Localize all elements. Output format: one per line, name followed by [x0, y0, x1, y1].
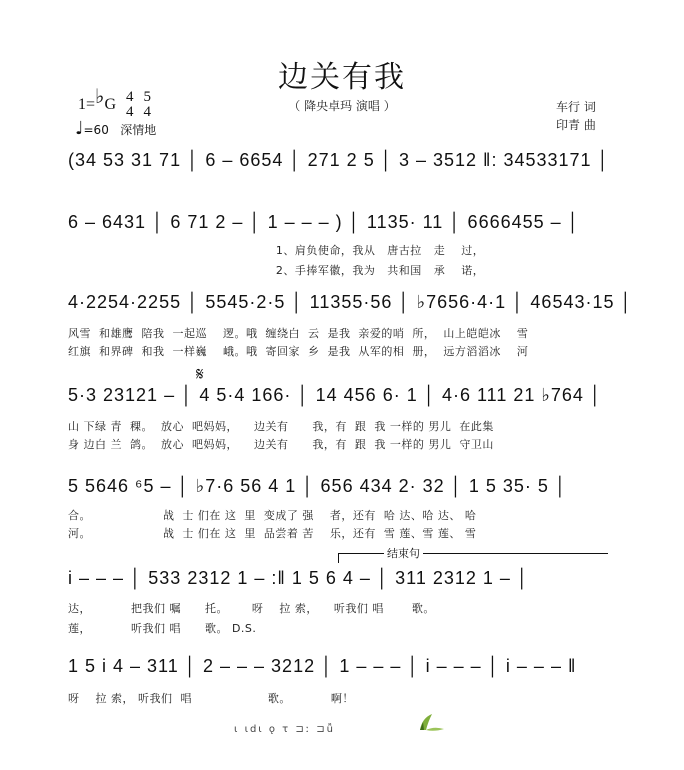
ending-label: 结束句	[384, 545, 423, 561]
score-row-3	[68, 292, 633, 322]
score-row-2	[68, 212, 613, 242]
tempo-value: =60	[83, 123, 109, 137]
watermark-text: ι ιdι ǫ τ ⊐ː ⊐ǚ	[234, 724, 335, 735]
lyric-verse-2: 红旗 和界碑 和我 一样巍 峨。哦 寄回家 乡 是我 从军的相 册， 远方滔滔冰 河	[68, 345, 529, 358]
lyric-verse-1: 1、肩负使命，我从 唐古拉 走 过，	[68, 244, 485, 257]
lyric-verse-2: 河。 战 士 们在 这 里 品尝着 苦 乐，还有 雪 莲、雪 莲、 雪	[68, 527, 477, 540]
expression-marking: 深情地	[120, 123, 157, 137]
flat-icon: ♭	[95, 86, 105, 108]
score-row-1	[68, 150, 613, 180]
lyric-verse-1: 山 下绿 青 稞。 放心 吧妈妈， 边关有 我，有 跟 我 一样的 男儿 在此集	[68, 420, 494, 433]
notation-line: 5 5646 ⁶5 – │ ♭7·6 56 4 1 │ 656 434 2· 32 │ 1 5 35· 5 │	[68, 476, 568, 496]
key-label: 1=	[78, 96, 96, 113]
lyricist-credit: 车行 词	[556, 100, 596, 114]
performer-credit: （ 降央卓玛 演唱 ）	[288, 99, 396, 113]
lyric-verse-1: 风雪 和雄鹰 陪我 一起巡 逻。哦 缠绕白 云 是我 亲爱的哨 所， 山上皑皑冰 雪	[68, 327, 529, 340]
notation-line: 6 – 6431 │ 6 71 2 – │ 1 – – – ) │ 1135· 11 │ 6666455 – │	[68, 212, 580, 232]
ending-bracket	[338, 553, 608, 563]
lyric-line: 呀 拉 索， 听我们 唱 歌。 啊！	[68, 692, 354, 705]
lyric-verse-2: 身 边白 兰 鸽。 放心 吧妈妈， 边关有 我，有 跟 我 一样的 男儿 守卫山	[68, 438, 494, 451]
composer-credit: 印青 曲	[556, 118, 596, 132]
segno-icon: 𝄋	[196, 364, 204, 385]
lyric-verse-2: 2、手捧军徽，我为 共和国 承 诺，	[68, 264, 485, 277]
score-row-7	[68, 656, 613, 686]
notation-line: (34 53 31 71 │ 6 – 6654 │ 271 2 5 │ 3 – 3512 ‖: 34533171 │	[68, 150, 610, 170]
notation-line: 1 5 i 4 – 311 │ 2 – – – 3212 │ 1 – – – │ i – – – │ i – – – ‖	[68, 656, 577, 676]
key-signature	[78, 86, 152, 121]
score-row-6	[68, 568, 613, 598]
score-row-4	[68, 385, 613, 415]
quarter-note-icon: ♩	[75, 118, 84, 139]
tempo-marking	[75, 118, 156, 139]
notation-line: i – – – │ 533 2312 1 – :‖ 1 5 6 4 – │ 311 2312 1 – │	[68, 568, 530, 588]
lyric-verse-1: 合。 战 士 们在 这 里 变成了 强 者，还有 哈 达、哈 达、 哈	[68, 509, 477, 522]
time-signature-2: 5 4	[143, 89, 152, 121]
score-row-5	[68, 476, 613, 506]
lyric-verse-1: 达， 把我们 嘱 托。 呀 拉 索， 听我们 唱 歌。	[68, 602, 435, 615]
song-title: 边关有我	[278, 60, 406, 95]
key-note: G	[104, 96, 117, 113]
time-signature-1: 4 4	[126, 89, 134, 121]
lyric-verse-2: 莲， 听我们 唱 歌。 D.S.	[68, 622, 257, 635]
notation-line: 4·2254·2255 │ 5545·2·5 │ 11355·56 │ ♭7656·4·1 │ 46543·15 │	[68, 292, 633, 312]
notation-line: 5·3 23121 – │ 4 5·4 166· │ 14 456 6· 1 │ 4·6 111 21 ♭764 │	[68, 385, 603, 405]
leaf-logo-icon	[416, 712, 446, 732]
